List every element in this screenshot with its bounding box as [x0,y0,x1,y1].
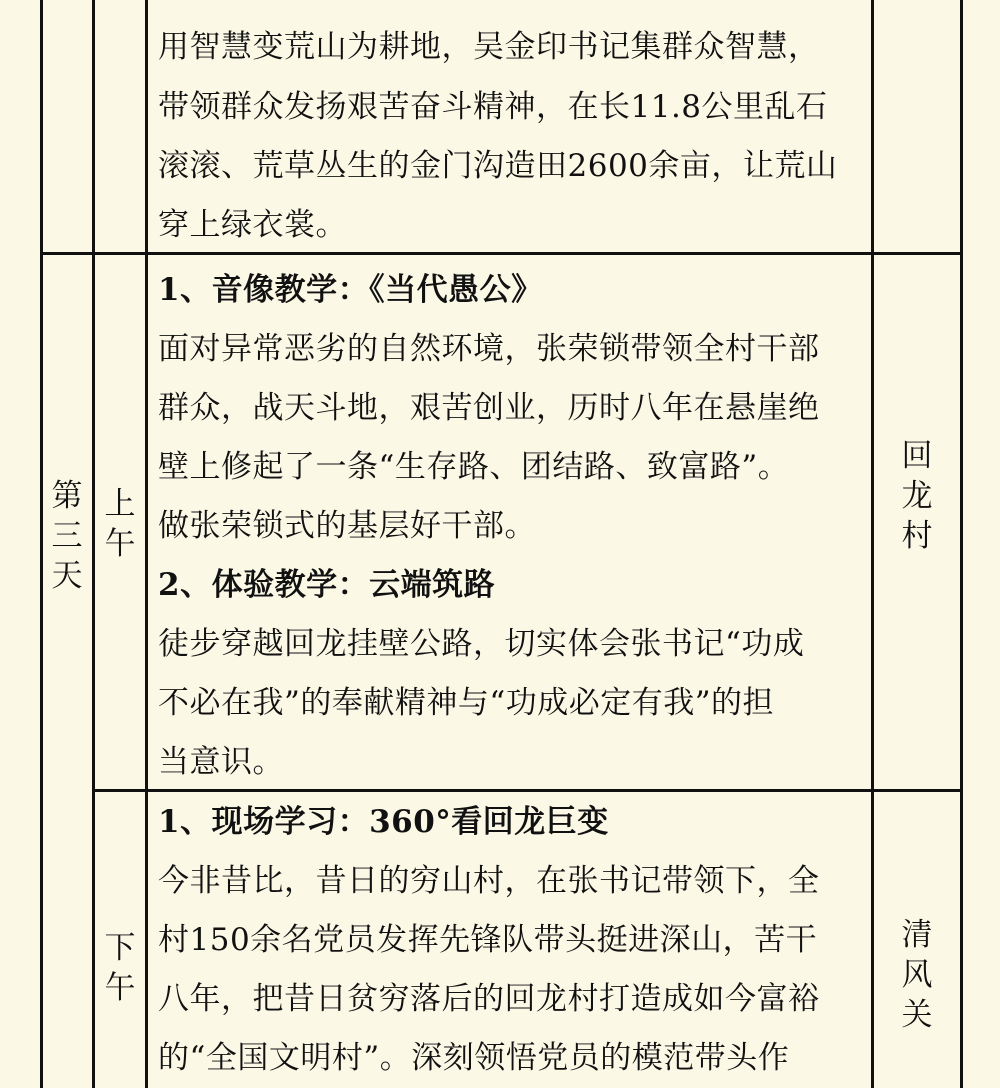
afternoon-item1-title: 1、现场学习：360°看回龙巨变 [158,804,609,840]
afternoon-period-label: 下 午 [104,930,136,1006]
row-divider-day3 [40,252,963,255]
afternoon-location: 清 风 关 [901,917,933,1033]
prev-line-2: 带领群众发扬艰苦奋斗精神，在长11.8公里乱石 [158,89,828,125]
table-divider-content [871,0,874,1088]
cut-off-heading [158,0,866,14]
morning-location: 回 龙 村 [901,438,933,554]
morning-item2-line-1: 徒步穿越回龙挂壁公路，切实体会张书记“功成 [158,626,805,662]
table-border-left [40,0,43,1088]
morning-item1-title: 1、音像教学：《当代愚公》 [158,272,543,308]
prev-line-1: 用智慧变荒山为耕地，吴金印书记集群众智慧， [158,29,820,65]
afternoon-item1-line-4: 的“全国文明村”。深刻领悟党员的模范带头作 [158,1040,790,1076]
morning-period-label: 上 午 [104,486,136,562]
afternoon-item1-line-2: 村150余名党员发挥先锋队带头挺进深山，苦干 [158,922,818,958]
afternoon-item1-line-1: 今非昔比，昔日的穷山村，在张书记带领下，全 [158,863,820,899]
table-divider-period [145,0,148,1088]
afternoon-item1-line-3: 八年，把昔日贫穷落后的回龙村打造成如今富裕 [158,981,820,1017]
morning-item1-line-1: 面对异常恶劣的自然环境，张荣锁带领全村干部 [158,331,820,367]
morning-item1-line-4: 做张荣锁式的基层好干部。 [158,508,536,544]
day-label: 第 三 天 [51,478,83,594]
table-border-right [960,0,963,1088]
prev-line-3: 滚滚、荒草丛生的金门沟造田2600余亩，让荒山 [158,148,838,184]
prev-line-4: 穿上绿衣裳。 [158,207,347,243]
table-divider-day [92,0,95,1088]
morning-item2-title: 2、体验教学：云端筑路 [158,567,496,603]
morning-item2-line-2: 不必在我”的奉献精神与“功成必定有我”的担 [158,685,775,721]
morning-item1-line-3: 壁上修起了一条“生存路、团结路、致富路”。 [158,449,790,485]
morning-item2-line-3: 当意识。 [158,744,284,780]
row-divider-afternoon [92,789,963,792]
morning-item1-line-2: 群众，战天斗地，艰苦创业，历时八年在悬崖绝 [158,390,820,426]
